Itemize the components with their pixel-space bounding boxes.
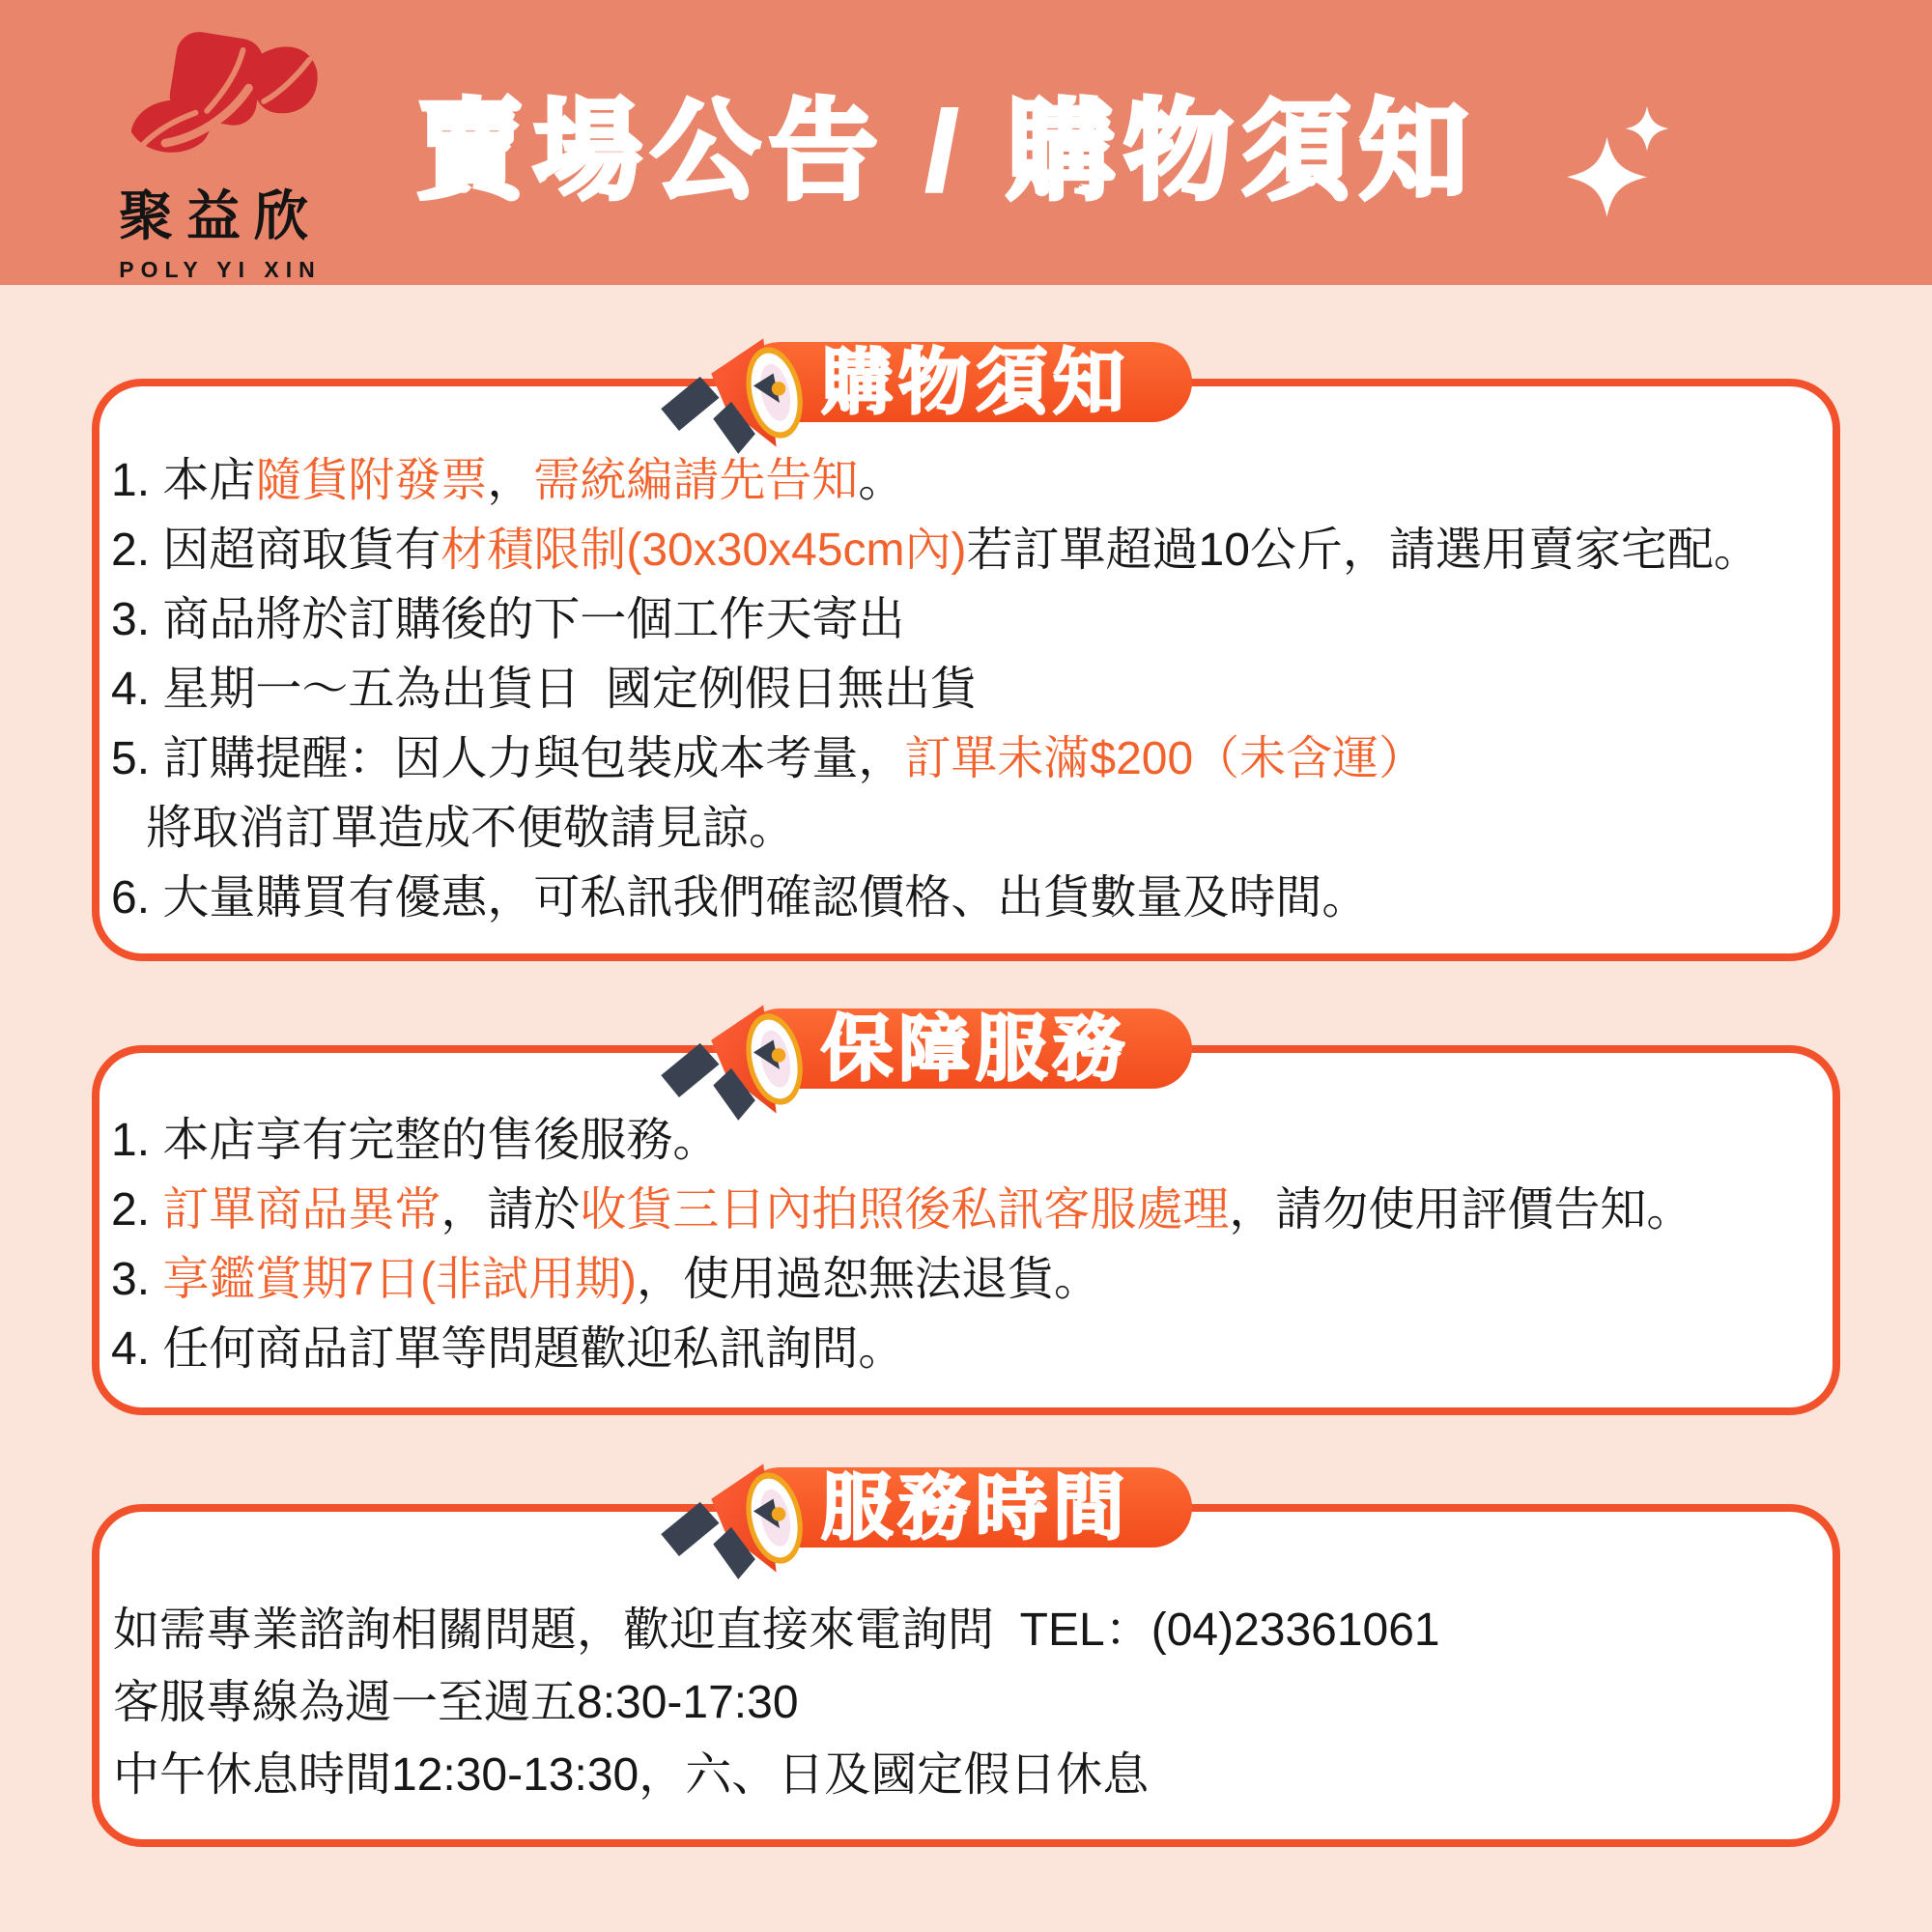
notice-line bbox=[113, 1666, 1805, 1739]
body-text: 3. bbox=[111, 1254, 163, 1305]
notice-line bbox=[113, 1594, 1805, 1666]
body-text: ，請勿使用評價告知。 bbox=[1229, 1184, 1693, 1236]
badge-label: 購物須知 bbox=[740, 342, 1192, 422]
body-text: 2. bbox=[111, 1184, 163, 1236]
notice-line bbox=[111, 585, 1805, 655]
megaphone-icon bbox=[657, 994, 808, 1124]
header-banner bbox=[0, 0, 1932, 285]
section-card-service-hours bbox=[92, 1467, 1840, 1847]
body-text: 將取消訂單造成不便敬請見諒。 bbox=[146, 803, 796, 854]
notice-line bbox=[111, 1176, 1805, 1245]
body-text: 4. 任何商品訂單等問題歡迎私訊詢問。 bbox=[111, 1323, 905, 1375]
section-badge bbox=[740, 1459, 1192, 1557]
badge-label: 保障服務 bbox=[740, 1009, 1192, 1089]
brand-name-en: POLY YI XIN bbox=[119, 257, 322, 282]
body-text: 1. 本店 bbox=[111, 455, 256, 506]
section-badge bbox=[740, 1000, 1192, 1098]
body-text: ，使用過恕無法退貨。 bbox=[637, 1254, 1101, 1305]
notice-list bbox=[113, 1594, 1805, 1811]
body-text: 中午休息時間12:30-13:30，六、日及國定假日休息 bbox=[113, 1749, 1150, 1801]
highlighted-text: 享鑑賞期7日(非試用期) bbox=[162, 1254, 638, 1305]
brand-name: 聚益欣 bbox=[119, 185, 322, 246]
notice-line bbox=[111, 794, 1805, 864]
body-text: 2. 因超商取貨有 bbox=[111, 525, 441, 576]
highlighted-text: 訂單商品異常 bbox=[162, 1184, 441, 1236]
section-badge bbox=[740, 333, 1192, 432]
notice-list bbox=[111, 446, 1805, 933]
body-text: 3. 商品將於訂購後的下一個工作天寄出 bbox=[111, 594, 905, 645]
notice-line bbox=[111, 446, 1805, 516]
body-text: 5. 訂購提醒：因人力與包裝成本考量， bbox=[111, 733, 905, 784]
body-text: 6. 大量購買有優惠，可私訊我們確認價格、出貨數量及時間。 bbox=[111, 872, 1369, 923]
body-text: 4. 星期一～五為出貨日 國定例假日無出貨 bbox=[111, 664, 978, 715]
highlighted-text: 隨貨附發票 bbox=[255, 455, 488, 506]
body-text: 若訂單超過10公斤，請選用賣家宅配。 bbox=[966, 525, 1760, 576]
highlighted-text: 需統編請先告知 bbox=[533, 455, 859, 506]
megaphone-icon bbox=[657, 1453, 808, 1583]
notice-line bbox=[111, 1106, 1805, 1176]
highlighted-text: 訂單未滿$200（未含運） bbox=[904, 733, 1426, 784]
body-text: 如需專業諮詢相關問題，歡迎直接來電詢問 TEL：(04)23361061 bbox=[113, 1605, 1440, 1656]
page-title: 賣場公告 / 購物須知 bbox=[415, 91, 1478, 212]
notice-line bbox=[111, 1245, 1805, 1315]
body-text: 1. 本店享有完整的售後服務。 bbox=[111, 1115, 720, 1166]
badge-label: 服務時間 bbox=[740, 1467, 1192, 1548]
notice-line bbox=[111, 1315, 1805, 1384]
notice-line bbox=[111, 724, 1805, 794]
notice-line bbox=[111, 655, 1805, 724]
section-card-guarantee-service bbox=[92, 1009, 1840, 1415]
body-text: ， bbox=[487, 455, 534, 506]
body-text: 。 bbox=[858, 455, 905, 506]
notice-line bbox=[113, 1739, 1805, 1811]
section-card-shopping-notice bbox=[92, 342, 1840, 961]
notice-line bbox=[111, 516, 1805, 585]
notice-list bbox=[111, 1106, 1805, 1384]
megaphone-icon bbox=[657, 327, 808, 458]
body-text: ，請於 bbox=[440, 1184, 581, 1236]
body-text: 客服專線為週一至週五8:30-17:30 bbox=[113, 1677, 799, 1728]
highlighted-text: 材積限制(30x30x45cm內) bbox=[440, 525, 967, 576]
highlighted-text: 收貨三日內拍照後私訊客服處理 bbox=[580, 1184, 1230, 1236]
sparkle-icon bbox=[1563, 104, 1679, 240]
notice-line bbox=[111, 864, 1805, 933]
